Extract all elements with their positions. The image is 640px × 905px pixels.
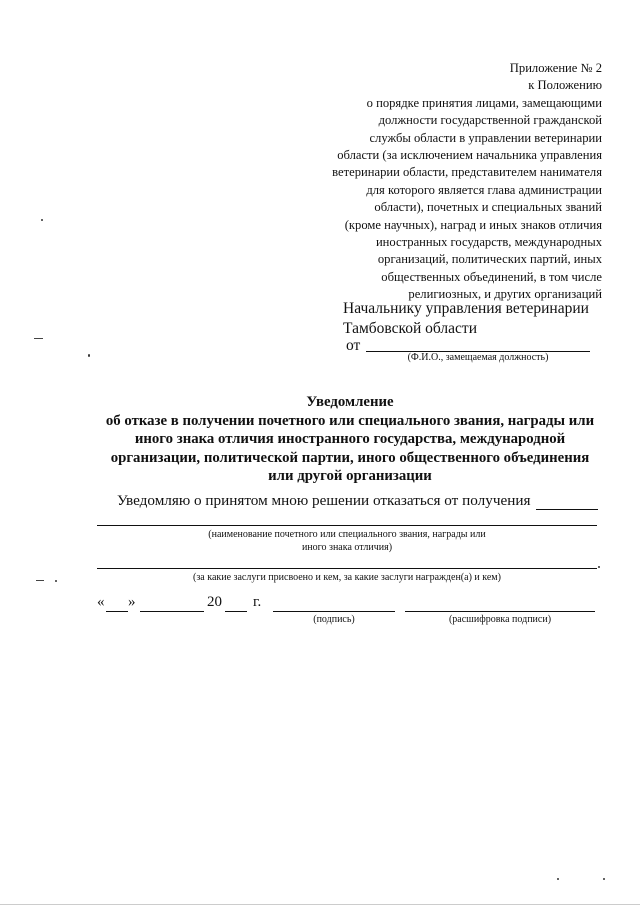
signature-input-line[interactable] [273,611,395,612]
scan-speck [34,338,43,339]
merits-caption: (за какие заслуги присвоено и кем, за какие заслуги награжден(а) и кем) [193,572,501,583]
title-line: иного знака отличия иностранного государства, международной [134,431,566,448]
appendix-line: ветеринарии области, представителем нанимателя [332,165,602,180]
appendix-line: области), почетных и специальных званий [374,200,602,215]
from-label: от [346,337,361,354]
title-line: или другой организации [268,468,432,485]
appendix-line: иностранных государств, международных [375,235,602,250]
open-quote: « [97,594,105,610]
award-input-line[interactable] [97,525,597,526]
addressee-block [343,299,589,339]
appendix-line: организаций, политических партий, иных [377,252,602,267]
appendix-line: о порядке принятия лицами, замещающими [366,95,602,110]
period-mark [598,566,600,568]
from-caption: (Ф.И.О., замещаемая должность) [407,352,549,363]
award-caption [97,528,597,554]
title-heading: Уведомление [306,394,394,410]
month-input-line[interactable] [140,611,204,612]
appendix-line: должности государственной гражданской [378,113,602,128]
appendix-line: к Положению [528,78,602,93]
merits-input-line[interactable] [97,568,597,569]
year-input-line[interactable] [225,611,247,612]
scan-speck [55,580,57,582]
scan-speck [88,354,90,357]
appendix-line: общественных объединений, в том числе [381,269,602,284]
transcript-caption: (расшифровка подписи) [448,614,552,625]
signature-caption: (подпись) [313,614,355,625]
award-caption-line-2: иного знака отличия) [301,542,393,553]
notification-text: Уведомляю о принятом мною решении отказаться от получения [117,492,531,509]
title-line: организации, политической партии, иного общественного объединения [110,449,590,466]
appendix-line: (кроме научных), наград и иных знаков отличия [344,217,602,232]
appendix-line: Приложение № 2 [509,61,602,75]
document-title [60,393,640,486]
award-caption-line-1: (наименование почетного или специального звания, награды или [208,529,486,540]
addressee-line-1: Начальнику управления ветеринарии [343,300,589,317]
scan-speck [603,878,605,880]
addressee-line-2: Тамбовской области [343,320,477,337]
award-input-line-inline[interactable] [536,509,598,510]
scan-speck [41,219,43,221]
appendix-line: области (за исключением начальника управления [337,148,602,163]
appendix-block [302,60,602,304]
year-suffix: г. [253,594,262,610]
appendix-line: службы области в управлении ветеринарии [369,130,602,145]
title-line: об отказе в получении почетного или специального звания, награды или [105,412,595,429]
year-prefix: 20 [207,594,222,610]
signature-transcript-line[interactable] [405,611,595,612]
appendix-line: для которого является глава администрации [366,182,602,197]
close-quote: » [128,594,136,610]
from-row [346,337,360,355]
day-input-line[interactable] [106,611,128,612]
scan-speck [36,580,44,581]
scan-speck [557,878,559,880]
appendix-line: религиозных, и других организаций [408,287,602,302]
